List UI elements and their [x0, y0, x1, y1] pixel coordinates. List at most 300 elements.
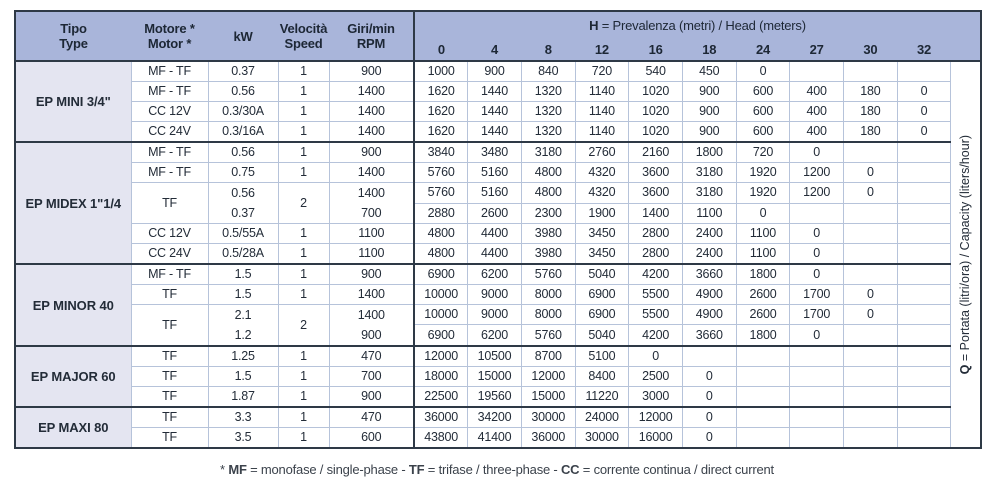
- capacity-value-cell: 10500: [468, 346, 522, 367]
- capacity-value-cell: 8000: [521, 285, 575, 305]
- speed-cell: 2: [278, 183, 329, 224]
- rpm-cell: 1400: [329, 82, 414, 102]
- capacity-value-cell: 36000: [521, 428, 575, 449]
- capacity-value-cell: [844, 264, 898, 285]
- catalog-page: [0, 10, 994, 499]
- capacity-value-cell: 0: [682, 367, 736, 387]
- kw-cell: 1.5: [208, 264, 278, 285]
- kw-cell-line: 0.56: [231, 186, 255, 200]
- motor-cell: TF: [131, 387, 208, 408]
- capacity-value-cell: [897, 203, 951, 224]
- capacity-value-cell: 5040: [575, 325, 629, 346]
- capacity-value-cell: 5100: [575, 346, 629, 367]
- capacity-value-cell: [790, 428, 844, 449]
- rpm-cell: 900: [329, 61, 414, 82]
- rpm-cell: 1400: [329, 163, 414, 183]
- head-title-bold: H: [589, 18, 599, 33]
- capacity-value-cell: 9000: [468, 285, 522, 305]
- tipo-cell: EP MAJOR 60: [15, 346, 131, 407]
- spec-row: [15, 407, 981, 428]
- capacity-value-cell: 0: [736, 203, 790, 224]
- footnote-text: = trifase / three-phase -: [424, 462, 561, 477]
- capacity-value-cell: [736, 428, 790, 449]
- capacity-value-cell: 3480: [468, 142, 522, 163]
- motor-cell: TF: [131, 428, 208, 449]
- spec-row: [15, 285, 981, 305]
- capacity-value-cell: 6900: [575, 285, 629, 305]
- kw-cell: 0.56: [208, 82, 278, 102]
- kw-cell: 0.56: [208, 142, 278, 163]
- capacity-value-cell: 10000: [414, 285, 468, 305]
- spec-row: [15, 102, 981, 122]
- capacity-value-cell: 30000: [575, 428, 629, 449]
- tipo-cell: EP MAXI 80: [15, 407, 131, 448]
- capacity-value-cell: [736, 346, 790, 367]
- rpm-cell: 470: [329, 346, 414, 367]
- footnote-text: = corrente continua / direct current: [579, 462, 774, 477]
- rpm-cell-line: 900: [361, 328, 382, 342]
- capacity-value-cell: 8400: [575, 367, 629, 387]
- capacity-value-cell: [897, 163, 951, 183]
- head-value-header: 18: [682, 39, 736, 61]
- col-header-tipo: [15, 11, 131, 61]
- capacity-value-cell: 1200: [790, 183, 844, 204]
- motor-cell: MF - TF: [131, 264, 208, 285]
- rpm-cell: 1100: [329, 244, 414, 265]
- speed-cell: 1: [278, 102, 329, 122]
- capacity-value-cell: [790, 203, 844, 224]
- capacity-value-cell: 1320: [521, 102, 575, 122]
- spec-row: [15, 305, 981, 325]
- rpm-cell: 1100: [329, 224, 414, 244]
- speed-cell: 1: [278, 122, 329, 143]
- head-value-header: 27: [790, 39, 844, 61]
- capacity-value-cell: 1700: [790, 285, 844, 305]
- capacity-value-cell: 2600: [736, 305, 790, 325]
- capacity-value-cell: 0: [736, 61, 790, 82]
- capacity-value-cell: 0: [897, 122, 951, 143]
- capacity-value-cell: 2400: [682, 224, 736, 244]
- speed-cell: 1: [278, 428, 329, 449]
- capacity-value-cell: 4320: [575, 163, 629, 183]
- capacity-value-cell: [897, 387, 951, 408]
- capacity-value-cell: 0: [682, 428, 736, 449]
- capacity-value-cell: [897, 61, 951, 82]
- capacity-value-cell: 1140: [575, 82, 629, 102]
- capacity-value-cell: 0: [897, 102, 951, 122]
- capacity-value-cell: [897, 367, 951, 387]
- capacity-value-cell: 1800: [736, 325, 790, 346]
- capacity-value-cell: [790, 346, 844, 367]
- capacity-value-cell: 1320: [521, 82, 575, 102]
- col-header-tipo-line1: Tipo: [60, 21, 87, 36]
- footnote-text: = monofase / single-phase -: [246, 462, 409, 477]
- capacity-value-cell: 1800: [736, 264, 790, 285]
- motor-cell: TF: [131, 183, 208, 224]
- capacity-value-cell: 6900: [414, 325, 468, 346]
- capacity-value-cell: [844, 407, 898, 428]
- kw-cell: 0.3/16A: [208, 122, 278, 143]
- capacity-value-cell: 12000: [521, 367, 575, 387]
- head-value-header: 0: [414, 39, 468, 61]
- capacity-value-cell: 0: [844, 163, 898, 183]
- capacity-value-cell: 19560: [468, 387, 522, 408]
- capacity-value-cell: 1000: [414, 61, 468, 82]
- capacity-value-cell: 9000: [468, 305, 522, 325]
- capacity-value-cell: 0: [790, 264, 844, 285]
- capacity-value-cell: [897, 285, 951, 305]
- speed-cell: 1: [278, 264, 329, 285]
- capacity-value-cell: 1020: [629, 82, 683, 102]
- motor-cell: MF - TF: [131, 82, 208, 102]
- capacity-value-cell: 3450: [575, 244, 629, 265]
- speed-cell: 1: [278, 163, 329, 183]
- spec-row: [15, 122, 981, 143]
- capacity-value-cell: 4800: [414, 244, 468, 265]
- kw-cell: [208, 183, 278, 224]
- rpm-cell: 1400: [329, 285, 414, 305]
- capacity-value-cell: 3000: [629, 387, 683, 408]
- col-header-motore-line1: Motore *: [144, 21, 195, 36]
- table-body: [15, 61, 981, 448]
- rpm-cell: [329, 183, 414, 224]
- capacity-value-cell: 1920: [736, 163, 790, 183]
- capacity-value-cell: 1920: [736, 183, 790, 204]
- capacity-value-cell: 3180: [682, 183, 736, 204]
- capacity-value-cell: [844, 325, 898, 346]
- speed-cell: 1: [278, 285, 329, 305]
- capacity-value-cell: 2400: [682, 244, 736, 265]
- kw-cell: 3.3: [208, 407, 278, 428]
- capacity-value-cell: 0: [682, 407, 736, 428]
- capacity-value-cell: 15000: [468, 367, 522, 387]
- capacity-value-cell: 1620: [414, 102, 468, 122]
- tipo-cell: EP MIDEX 1"1/4: [15, 142, 131, 264]
- kw-cell: [208, 305, 278, 347]
- speed-cell: 1: [278, 82, 329, 102]
- capacity-value-cell: 5160: [468, 163, 522, 183]
- kw-cell: 1.5: [208, 285, 278, 305]
- capacity-value-cell: 3180: [521, 142, 575, 163]
- speed-cell: 1: [278, 346, 329, 367]
- capacity-value-cell: 1700: [790, 305, 844, 325]
- capacity-value-cell: [897, 346, 951, 367]
- motor-cell: TF: [131, 285, 208, 305]
- capacity-value-cell: 900: [468, 61, 522, 82]
- capacity-value-cell: 0: [682, 387, 736, 408]
- capacity-value-cell: 180: [844, 122, 898, 143]
- capacity-value-cell: 6900: [414, 264, 468, 285]
- speed-cell: 1: [278, 244, 329, 265]
- speed-cell: 1: [278, 61, 329, 82]
- capacity-value-cell: 4200: [629, 325, 683, 346]
- capacity-value-cell: 2600: [736, 285, 790, 305]
- head-value-header: 4: [468, 39, 522, 61]
- capacity-value-cell: 4800: [414, 224, 468, 244]
- rpm-cell: 1400: [329, 102, 414, 122]
- capacity-value-cell: 34200: [468, 407, 522, 428]
- capacity-value-cell: 3660: [682, 264, 736, 285]
- col-header-velocita: [278, 11, 329, 61]
- capacity-value-cell: [897, 428, 951, 449]
- capacity-value-cell: 600: [736, 102, 790, 122]
- capacity-value-cell: 30000: [521, 407, 575, 428]
- capacity-value-cell: 1100: [682, 203, 736, 224]
- capacity-value-cell: 1620: [414, 122, 468, 143]
- q-capacity-label-text: Q = Portata (litri/ora) / Capacity (liters/hour): [958, 134, 973, 375]
- motor-cell: TF: [131, 346, 208, 367]
- capacity-value-cell: [844, 224, 898, 244]
- motor-cell: TF: [131, 367, 208, 387]
- speed-cell: 1: [278, 387, 329, 408]
- capacity-value-cell: 3980: [521, 224, 575, 244]
- capacity-value-cell: 6200: [468, 325, 522, 346]
- capacity-value-cell: 8000: [521, 305, 575, 325]
- capacity-value-cell: 600: [736, 122, 790, 143]
- col-header-head: [414, 11, 981, 39]
- head-value-header: 32: [897, 39, 951, 61]
- kw-cell: 0.37: [208, 61, 278, 82]
- spec-row: [15, 367, 981, 387]
- col-header-giri: [329, 11, 414, 61]
- capacity-value-cell: 1140: [575, 102, 629, 122]
- capacity-value-cell: [790, 61, 844, 82]
- speed-cell: 1: [278, 224, 329, 244]
- capacity-value-cell: 2160: [629, 142, 683, 163]
- capacity-value-cell: [897, 142, 951, 163]
- head-value-header: 12: [575, 39, 629, 61]
- spec-row: [15, 142, 981, 163]
- capacity-value-cell: 400: [790, 102, 844, 122]
- rpm-cell-line: 1400: [357, 186, 385, 200]
- capacity-value-cell: 1900: [575, 203, 629, 224]
- rpm-cell: [329, 305, 414, 347]
- kw-cell: 0.5/55A: [208, 224, 278, 244]
- capacity-value-cell: 0: [790, 244, 844, 265]
- capacity-value-cell: [736, 367, 790, 387]
- motor-cell: TF: [131, 305, 208, 347]
- rpm-cell: 700: [329, 367, 414, 387]
- rpm-cell: 470: [329, 407, 414, 428]
- capacity-value-cell: 900: [682, 102, 736, 122]
- capacity-value-cell: 720: [736, 142, 790, 163]
- rpm-cell: 600: [329, 428, 414, 449]
- motor-cell: CC 24V: [131, 244, 208, 265]
- kw-cell-line: 1.2: [234, 328, 252, 342]
- capacity-value-cell: 22500: [414, 387, 468, 408]
- capacity-value-cell: [790, 407, 844, 428]
- capacity-value-cell: 180: [844, 82, 898, 102]
- capacity-value-cell: 2300: [521, 203, 575, 224]
- capacity-value-cell: [897, 183, 951, 204]
- capacity-value-cell: 1400: [629, 203, 683, 224]
- capacity-value-cell: 1440: [468, 102, 522, 122]
- head-title-rest: = Prevalenza (metri) / Head (meters): [598, 18, 806, 33]
- capacity-value-cell: 6200: [468, 264, 522, 285]
- capacity-value-cell: [844, 428, 898, 449]
- footnote-text: *: [220, 462, 229, 477]
- spec-row: [15, 163, 981, 183]
- spec-row: [15, 183, 981, 204]
- capacity-value-cell: 0: [844, 305, 898, 325]
- capacity-value-cell: 4400: [468, 224, 522, 244]
- pump-spec-table: [14, 10, 982, 449]
- capacity-value-cell: 400: [790, 122, 844, 143]
- capacity-value-cell: 3450: [575, 224, 629, 244]
- col-header-tipo-line2: Type: [59, 36, 88, 51]
- capacity-value-cell: 16000: [629, 428, 683, 449]
- capacity-value-cell: [897, 224, 951, 244]
- capacity-value-cell: 0: [844, 183, 898, 204]
- capacity-value-cell: [897, 325, 951, 346]
- kw-cell: 0.75: [208, 163, 278, 183]
- spec-row: [15, 346, 981, 367]
- kw-cell-line: 2.1: [234, 308, 252, 322]
- capacity-value-cell: 5760: [521, 325, 575, 346]
- speed-cell: 1: [278, 142, 329, 163]
- col-header-velocita-line1: Velocità: [279, 21, 328, 36]
- footnote: [14, 462, 980, 477]
- capacity-value-cell: [844, 346, 898, 367]
- capacity-value-cell: 4800: [521, 183, 575, 204]
- motor-cell: MF - TF: [131, 163, 208, 183]
- capacity-value-cell: [790, 367, 844, 387]
- motor-cell: TF: [131, 407, 208, 428]
- capacity-value-cell: 3660: [682, 325, 736, 346]
- capacity-value-cell: 0: [629, 346, 683, 367]
- capacity-value-cell: 1020: [629, 102, 683, 122]
- capacity-value-cell: 4320: [575, 183, 629, 204]
- capacity-value-cell: 4400: [468, 244, 522, 265]
- capacity-value-cell: 3980: [521, 244, 575, 265]
- capacity-value-cell: 11220: [575, 387, 629, 408]
- col-header-velocita-line2: Speed: [284, 36, 323, 51]
- tipo-cell: EP MINOR 40: [15, 264, 131, 346]
- col-header-motore-line2: Motor *: [147, 36, 192, 51]
- motor-cell: MF - TF: [131, 142, 208, 163]
- capacity-value-cell: [844, 142, 898, 163]
- capacity-value-cell: [897, 264, 951, 285]
- capacity-value-cell: 5040: [575, 264, 629, 285]
- capacity-value-cell: 4800: [521, 163, 575, 183]
- motor-cell: CC 12V: [131, 224, 208, 244]
- q-capacity-label: [951, 61, 981, 448]
- motor-cell: CC 12V: [131, 102, 208, 122]
- spec-row: [15, 264, 981, 285]
- capacity-value-cell: 1440: [468, 82, 522, 102]
- capacity-value-cell: 5760: [414, 183, 468, 204]
- spec-row: [15, 82, 981, 102]
- capacity-value-cell: 0: [790, 142, 844, 163]
- kw-cell: 1.87: [208, 387, 278, 408]
- capacity-value-cell: 2760: [575, 142, 629, 163]
- col-header-kw-label: kW: [233, 28, 253, 44]
- capacity-value-cell: [897, 244, 951, 265]
- capacity-value-cell: 4200: [629, 264, 683, 285]
- rpm-cell: 900: [329, 264, 414, 285]
- motor-cell: CC 24V: [131, 122, 208, 143]
- capacity-value-cell: 180: [844, 102, 898, 122]
- capacity-value-cell: 5500: [629, 285, 683, 305]
- tipo-cell: EP MINI 3/4": [15, 61, 131, 142]
- capacity-value-cell: 0: [790, 325, 844, 346]
- capacity-value-cell: [897, 305, 951, 325]
- capacity-value-cell: 3600: [629, 183, 683, 204]
- capacity-value-cell: [897, 407, 951, 428]
- rpm-cell: 1400: [329, 122, 414, 143]
- capacity-value-cell: 12000: [414, 346, 468, 367]
- capacity-value-cell: 600: [736, 82, 790, 102]
- speed-cell: 2: [278, 305, 329, 347]
- head-value-header: 30: [844, 39, 898, 61]
- capacity-value-cell: 1320: [521, 122, 575, 143]
- capacity-value-cell: [682, 346, 736, 367]
- kw-cell: 1.25: [208, 346, 278, 367]
- capacity-value-cell: 43800: [414, 428, 468, 449]
- spec-row: [15, 224, 981, 244]
- head-header-spacer: [951, 39, 981, 61]
- capacity-value-cell: 2500: [629, 367, 683, 387]
- capacity-value-cell: 900: [682, 82, 736, 102]
- spec-row: [15, 244, 981, 265]
- capacity-value-cell: 36000: [414, 407, 468, 428]
- capacity-value-cell: [790, 387, 844, 408]
- capacity-value-cell: 3180: [682, 163, 736, 183]
- kw-cell: 3.5: [208, 428, 278, 449]
- capacity-value-cell: 2800: [629, 244, 683, 265]
- capacity-value-cell: 5160: [468, 183, 522, 204]
- footnote-abbrev: CC: [560, 462, 580, 477]
- capacity-value-cell: 1800: [682, 142, 736, 163]
- capacity-value-cell: 720: [575, 61, 629, 82]
- capacity-value-cell: 5500: [629, 305, 683, 325]
- col-header-motore: [131, 11, 208, 61]
- speed-cell: 1: [278, 407, 329, 428]
- capacity-value-cell: 5760: [414, 163, 468, 183]
- kw-cell: 0.3/30A: [208, 102, 278, 122]
- capacity-value-cell: 24000: [575, 407, 629, 428]
- kw-cell: 1.5: [208, 367, 278, 387]
- rpm-cell-line: 700: [361, 206, 382, 220]
- capacity-value-cell: [844, 244, 898, 265]
- capacity-value-cell: 1100: [736, 244, 790, 265]
- head-value-header: 16: [629, 39, 683, 61]
- capacity-value-cell: 5760: [521, 264, 575, 285]
- capacity-value-cell: 41400: [468, 428, 522, 449]
- motor-cell: MF - TF: [131, 61, 208, 82]
- capacity-value-cell: 15000: [521, 387, 575, 408]
- capacity-value-cell: 0: [790, 224, 844, 244]
- rpm-cell-line: 1400: [357, 308, 385, 322]
- capacity-value-cell: 6900: [575, 305, 629, 325]
- capacity-value-cell: 4900: [682, 305, 736, 325]
- capacity-value-cell: 2800: [629, 224, 683, 244]
- capacity-value-cell: 10000: [414, 305, 468, 325]
- capacity-value-cell: [844, 203, 898, 224]
- capacity-value-cell: 12000: [629, 407, 683, 428]
- capacity-value-cell: 1100: [736, 224, 790, 244]
- table-header: [15, 11, 981, 61]
- capacity-value-cell: 900: [682, 122, 736, 143]
- capacity-value-cell: 400: [790, 82, 844, 102]
- capacity-value-cell: 8700: [521, 346, 575, 367]
- capacity-value-cell: 0: [897, 82, 951, 102]
- capacity-value-cell: 0: [844, 285, 898, 305]
- col-header-giri-line1: Giri/min: [347, 21, 395, 36]
- capacity-value-cell: 2600: [468, 203, 522, 224]
- capacity-value-cell: [844, 61, 898, 82]
- capacity-value-cell: 3840: [414, 142, 468, 163]
